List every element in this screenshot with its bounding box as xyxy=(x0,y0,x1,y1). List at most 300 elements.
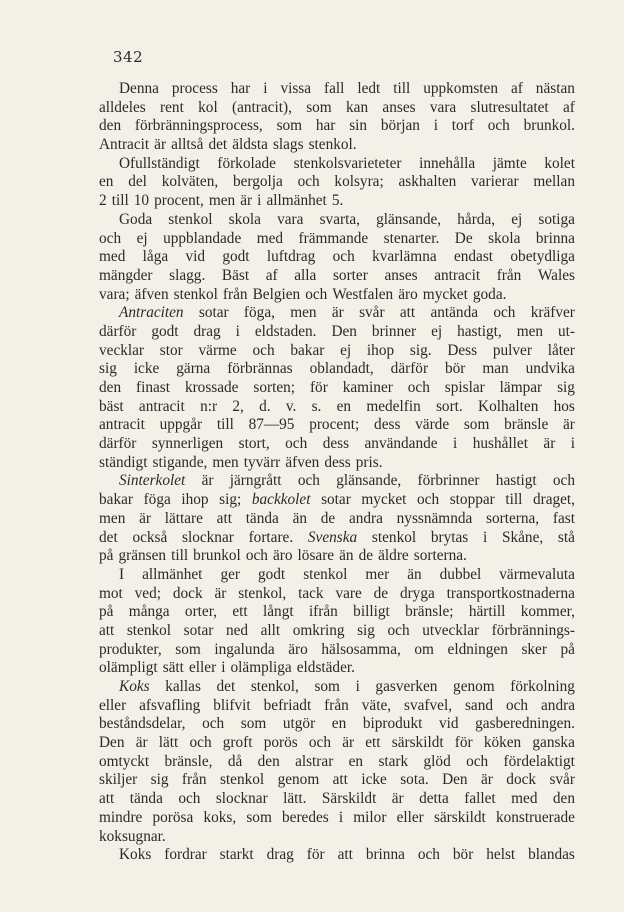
text-line xyxy=(99,192,575,211)
word: vare xyxy=(335,584,362,602)
word: svår xyxy=(549,771,575,789)
word: skiljer xyxy=(99,771,138,789)
word: och xyxy=(99,229,122,247)
word: kolsyra; xyxy=(334,173,384,191)
word: är xyxy=(214,584,227,602)
word: transportkostnaderna xyxy=(446,584,575,602)
word: och xyxy=(285,435,308,453)
word: sin xyxy=(349,117,368,135)
word: också xyxy=(132,528,168,546)
word: alltså xyxy=(171,136,204,154)
word: på xyxy=(99,547,114,565)
word: de xyxy=(373,584,389,602)
word: allmänhet xyxy=(266,192,327,210)
page-number: 342 xyxy=(113,48,144,66)
word: förkolade xyxy=(217,154,276,172)
word: från xyxy=(324,696,349,714)
word: beståndsdelar, xyxy=(99,715,186,733)
word: groft xyxy=(222,734,253,752)
word: än xyxy=(292,509,308,527)
word: bör xyxy=(445,360,466,378)
word: den xyxy=(99,117,122,135)
word: och xyxy=(493,304,516,322)
word: bör xyxy=(452,846,474,864)
word: och xyxy=(487,117,510,135)
word: brunkol. xyxy=(523,117,575,135)
word: är xyxy=(201,472,214,490)
word: till xyxy=(216,416,234,434)
word: ved; xyxy=(134,584,161,602)
word: dock xyxy=(506,771,537,789)
word: procent, xyxy=(154,192,204,210)
word: och xyxy=(305,285,328,303)
word: är xyxy=(391,790,404,808)
word: användande xyxy=(364,435,438,453)
word: ett xyxy=(232,603,248,621)
word: i xyxy=(235,322,240,340)
word: stenkol xyxy=(219,771,265,789)
word: dess xyxy=(322,435,350,453)
word: många xyxy=(128,603,170,621)
word: att xyxy=(99,621,115,639)
word: luftdrag xyxy=(266,248,316,266)
word: glänsande, xyxy=(336,472,402,490)
text-line xyxy=(99,379,575,398)
word: glänsande, xyxy=(376,210,442,228)
word: varierar xyxy=(471,173,519,191)
word: beredes xyxy=(282,808,329,826)
word: Särskildt xyxy=(321,790,377,808)
word: äro xyxy=(288,640,308,658)
word: hårda, xyxy=(457,210,496,228)
word: procent; xyxy=(309,416,360,434)
word: sota. xyxy=(400,771,429,789)
word: slutresultatet xyxy=(470,98,549,116)
word: slagg. xyxy=(169,266,206,284)
word: vara xyxy=(277,210,304,228)
word: oblandadt, xyxy=(309,360,374,378)
word: hastigt, xyxy=(457,322,502,340)
body-text xyxy=(99,80,575,865)
text-line xyxy=(99,286,575,305)
word: tack xyxy=(298,584,324,602)
word: blifvit xyxy=(213,696,251,714)
word: 5. xyxy=(331,192,344,210)
word: ledt xyxy=(357,80,381,97)
word: en xyxy=(331,715,347,733)
word: pris. xyxy=(355,453,383,471)
word: Den xyxy=(331,322,357,340)
word: mindre xyxy=(99,808,143,826)
word: dryga xyxy=(399,584,435,602)
word: är xyxy=(342,734,355,752)
word: har xyxy=(315,117,336,135)
word: och xyxy=(417,846,440,864)
word: är xyxy=(139,509,151,527)
word: obetydliga xyxy=(510,248,575,266)
word: Ofullständigt xyxy=(119,154,200,172)
word: Antracit xyxy=(99,136,150,154)
text-line xyxy=(99,398,575,417)
word: stenarter. xyxy=(383,229,440,247)
word: det xyxy=(99,528,118,546)
word: Denna xyxy=(119,80,159,97)
text-line xyxy=(99,454,575,473)
word: kallas xyxy=(165,678,201,695)
text-line xyxy=(99,734,575,753)
word: fordrar xyxy=(164,846,207,864)
word: godt xyxy=(222,248,250,266)
word: bäst xyxy=(99,397,124,415)
text-line xyxy=(99,117,575,136)
word: som xyxy=(314,678,340,695)
word: Kolhalten xyxy=(478,397,539,415)
word: början xyxy=(380,117,420,135)
word: sort. xyxy=(435,397,463,415)
word: särskildt xyxy=(391,734,444,752)
word: gränsen xyxy=(118,547,167,565)
text-line xyxy=(99,622,575,641)
word: och xyxy=(297,173,320,191)
word: vara xyxy=(429,98,457,116)
word: bakar xyxy=(290,341,325,359)
word: är xyxy=(481,771,493,789)
word: porösa xyxy=(152,808,194,826)
word: äldsta xyxy=(232,136,268,154)
word: är xyxy=(331,304,344,322)
word: vara; xyxy=(99,285,130,303)
text-line xyxy=(99,211,575,230)
word: slags xyxy=(272,136,304,154)
word: icke xyxy=(361,771,387,789)
word: konstruerade xyxy=(495,808,575,826)
word: olämpliga xyxy=(230,659,292,677)
word: och xyxy=(245,547,268,565)
word: svafvel, xyxy=(404,696,453,714)
word: orter, xyxy=(184,603,218,621)
word: (antracit), xyxy=(232,98,292,116)
word: har xyxy=(230,80,251,97)
word: kolet xyxy=(544,154,575,172)
italic-term: backkolet xyxy=(251,491,311,509)
word: Wales xyxy=(537,266,575,284)
word: än xyxy=(407,565,422,583)
word: Skåne, xyxy=(501,528,544,546)
word: sorten; xyxy=(253,379,296,396)
word: därför xyxy=(390,360,429,378)
word: uppgår xyxy=(159,416,203,434)
word: låter xyxy=(547,341,575,359)
word: som xyxy=(276,117,303,135)
word: mängder xyxy=(99,266,153,284)
word: de xyxy=(320,509,336,527)
word: jämte xyxy=(492,154,527,172)
word: koksugnar. xyxy=(99,827,166,845)
word: för xyxy=(454,734,473,752)
word: att xyxy=(216,509,232,527)
word: ej xyxy=(511,210,523,228)
word: antracit xyxy=(99,416,145,434)
word: mot xyxy=(99,584,123,602)
word: tända xyxy=(129,790,163,808)
word: värmevaluta xyxy=(499,565,575,583)
word: därför xyxy=(99,435,137,453)
word: att xyxy=(99,790,115,808)
word: förkolning xyxy=(510,678,575,695)
word: anses xyxy=(382,98,416,116)
word: och xyxy=(466,752,489,770)
word: olämpligt xyxy=(99,659,158,677)
word: man xyxy=(482,360,509,378)
word: ej xyxy=(431,322,443,340)
word: stenkol xyxy=(168,210,213,228)
word: sig. xyxy=(409,341,432,359)
word: alstrar xyxy=(295,752,334,770)
word: vissa xyxy=(280,80,312,97)
word: brinna xyxy=(535,229,575,247)
word: det xyxy=(216,678,236,695)
word: alla xyxy=(294,266,317,284)
word: främmande xyxy=(298,229,369,247)
word: och xyxy=(178,790,201,808)
word: Bäst xyxy=(221,266,250,284)
word: som xyxy=(463,416,490,434)
word: stoppar xyxy=(449,491,495,509)
word: från xyxy=(222,285,248,303)
word: men xyxy=(516,322,544,340)
word: slocknar xyxy=(182,528,234,546)
text-line xyxy=(99,659,575,678)
word: och xyxy=(387,621,410,639)
word: hälsosamma, xyxy=(321,640,401,658)
word: lämpar xyxy=(499,379,543,396)
word: sotar xyxy=(198,304,229,322)
word: ganska xyxy=(532,734,575,752)
text-line xyxy=(99,342,575,361)
word: gasverken xyxy=(375,678,438,695)
word: af xyxy=(510,80,523,97)
text-line xyxy=(99,603,575,622)
text-line xyxy=(99,173,575,192)
word: allt xyxy=(260,621,281,639)
word: mer xyxy=(365,565,390,583)
text-line xyxy=(99,230,575,249)
word: kommer, xyxy=(520,603,575,621)
word: vid xyxy=(185,248,206,266)
word: äfven xyxy=(134,285,169,303)
word: slocknar xyxy=(215,790,268,808)
word: är xyxy=(543,435,556,453)
word: Belgien xyxy=(252,285,301,303)
word: hos xyxy=(553,397,575,415)
word: Goda xyxy=(119,210,153,228)
word: omtyckt xyxy=(99,752,150,770)
text-line xyxy=(99,828,575,847)
word: sand xyxy=(464,696,494,714)
word: draget, xyxy=(532,491,575,509)
word: Dess xyxy=(447,341,478,359)
word: och xyxy=(189,734,212,752)
word: tända xyxy=(245,509,279,527)
word: 2, xyxy=(232,397,244,415)
word: särskildt xyxy=(433,808,486,826)
word: fördelaktigt xyxy=(503,752,575,770)
word: eldstäder. xyxy=(296,659,355,677)
word: stenkol xyxy=(126,621,172,639)
text-line xyxy=(99,566,575,585)
word: bränsle xyxy=(504,416,549,434)
word: från xyxy=(496,266,522,284)
word: som xyxy=(246,808,272,826)
word: afsvafling xyxy=(139,696,201,714)
word: att xyxy=(337,846,353,864)
word: till xyxy=(111,192,129,210)
word: krossade xyxy=(184,379,239,396)
word: men xyxy=(212,453,239,471)
word: en xyxy=(348,752,364,770)
word: uppblandade xyxy=(163,229,242,247)
word: järngrått xyxy=(229,472,282,490)
word: i xyxy=(570,435,575,453)
word: sig xyxy=(557,379,575,396)
word: antracit xyxy=(138,397,185,415)
word: ut- xyxy=(558,322,575,340)
word: starkt xyxy=(219,846,254,864)
word: undvika xyxy=(525,360,575,378)
word: köken xyxy=(483,734,522,752)
word: ned xyxy=(225,621,249,639)
word: 2 xyxy=(99,192,107,210)
word: stenkol. xyxy=(308,136,357,154)
word: härtill xyxy=(468,603,506,621)
word: vid xyxy=(438,715,459,733)
word: stor xyxy=(159,341,183,359)
text-line xyxy=(99,472,575,491)
word: 10 xyxy=(133,192,150,210)
word: för xyxy=(306,846,325,864)
word: sig; xyxy=(219,491,242,509)
word: torf xyxy=(451,117,474,135)
word: då xyxy=(227,752,243,770)
word: goda. xyxy=(472,285,507,303)
word: att xyxy=(399,304,416,322)
word: för xyxy=(309,379,328,396)
text-line xyxy=(99,248,575,267)
word: ständigt xyxy=(99,453,148,471)
word: helst xyxy=(486,846,516,864)
word: i xyxy=(453,435,458,453)
text-line xyxy=(99,771,575,790)
word: allmänhet xyxy=(142,565,203,583)
word: brytas xyxy=(430,528,469,546)
word: genom xyxy=(277,771,320,789)
word: en xyxy=(99,173,114,191)
word: utgör xyxy=(282,715,316,733)
text-line xyxy=(99,360,575,379)
word: Koks xyxy=(119,846,152,864)
word: på xyxy=(99,603,114,621)
word: och xyxy=(252,341,275,359)
word: är xyxy=(154,136,167,154)
word: sotiga xyxy=(538,210,575,228)
word: sorterna. xyxy=(413,547,467,565)
word: en xyxy=(336,397,352,415)
word: antända xyxy=(430,304,479,322)
word: till xyxy=(505,491,523,509)
word: fast xyxy=(552,509,575,527)
word: sig xyxy=(99,360,117,378)
word: nästan xyxy=(535,80,575,97)
word: äro xyxy=(272,547,293,565)
word: synnerligen xyxy=(151,435,224,453)
word: ej xyxy=(340,341,352,359)
word: stenkol xyxy=(371,528,417,546)
word: 87—95 xyxy=(248,416,295,434)
word: kan xyxy=(346,98,369,116)
word: bakar xyxy=(99,491,133,509)
text-line xyxy=(99,99,575,118)
word: eller xyxy=(99,696,127,714)
word: koks, xyxy=(203,808,237,826)
italic-term: Koks xyxy=(119,678,150,695)
word: anses xyxy=(384,266,418,284)
word: men xyxy=(208,192,236,210)
word: förbränningsprocess, xyxy=(134,117,263,135)
word: fallet xyxy=(464,790,496,808)
word: låga xyxy=(142,248,169,266)
word: befriadt xyxy=(263,696,312,714)
word: som xyxy=(175,640,201,658)
text-line xyxy=(99,416,575,435)
text-line xyxy=(99,136,575,155)
word: blandas xyxy=(528,846,575,864)
word: sotar xyxy=(321,491,351,509)
word: den xyxy=(257,752,280,770)
word: värde xyxy=(415,416,450,434)
italic-term: Sinterkolet xyxy=(119,472,186,490)
word: dess xyxy=(374,416,401,434)
word: gasberedningen. xyxy=(475,715,575,733)
word: svår xyxy=(359,304,385,322)
word: produkter, xyxy=(99,640,162,658)
word: i xyxy=(257,192,262,210)
word: i xyxy=(355,678,360,695)
italic-term: Antraciten xyxy=(119,304,184,322)
text-line xyxy=(99,323,575,342)
word: med xyxy=(99,248,126,266)
word: endast xyxy=(453,248,494,266)
italic-term: Svenska xyxy=(307,528,358,546)
word: brinner xyxy=(371,322,417,340)
word: v. xyxy=(285,397,297,415)
text-line xyxy=(99,529,575,548)
word: askhalten xyxy=(398,173,457,191)
word: gärna xyxy=(176,360,211,378)
word: äfven xyxy=(285,453,320,471)
word: bergolja xyxy=(232,173,283,191)
word: eldningen xyxy=(447,640,508,658)
word: förbrinner xyxy=(417,472,480,490)
word: pulver xyxy=(492,341,532,359)
word: eldstaden. xyxy=(254,322,317,340)
word: ihop xyxy=(181,491,209,509)
word: godt xyxy=(257,565,286,583)
word: brinna xyxy=(365,846,405,864)
word: äldre xyxy=(378,547,409,565)
word: andra xyxy=(348,509,383,527)
word: den xyxy=(99,379,122,396)
word: lättare xyxy=(164,509,203,527)
